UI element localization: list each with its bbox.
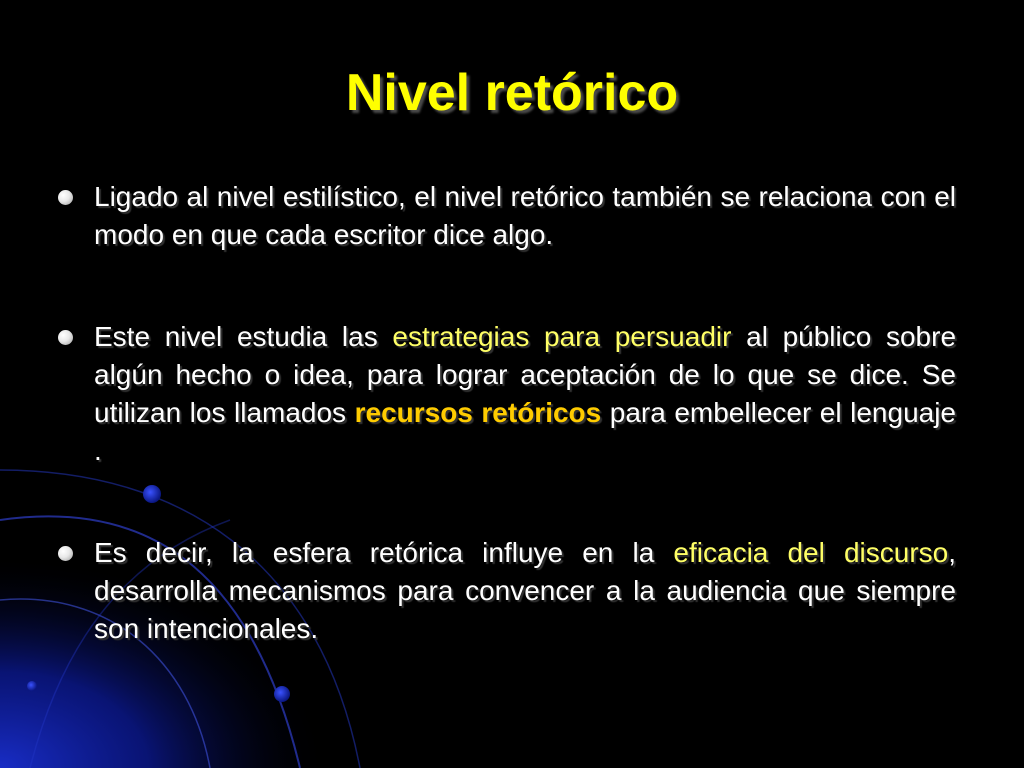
bullet-2-text-part1: Este nivel estudia las: [94, 321, 393, 352]
bullet-item-2: [58, 318, 956, 470]
bullet-1-text: Ligado al nivel estilístico, el nivel retórico también se relaciona con el modo en que cada escritor dice algo.: [94, 181, 956, 250]
bullet-2-highlight-strategies: estrategias para persuadir: [392, 321, 732, 352]
bullet-dot-icon: [58, 190, 73, 205]
bullet-item-3: [58, 534, 956, 648]
bullet-3-text-part1: Es decir, la esfera retórica influye en la: [94, 537, 674, 568]
decor-orb-2: [274, 686, 290, 702]
bullet-2-emphasis-resources: recursos retóricos: [354, 397, 602, 428]
bullet-item-1: [58, 178, 956, 254]
bullet-3-highlight-efficacy: eficacia del discurso: [673, 537, 949, 568]
bullet-dot-icon: [58, 546, 73, 561]
decor-orb-3: [27, 681, 37, 691]
bullet-list: [58, 178, 956, 648]
slide-title: Nivel retórico: [345, 64, 679, 122]
bullet-dot-icon: [58, 330, 73, 345]
bullet-2-text-part3: para embellecer el lenguaje .: [94, 397, 957, 466]
bullet-3-text-part2: , desarrolla mecanismos para convencer a la audiencia que siempre son intencionales.: [94, 537, 957, 644]
bullet-2-text-part2: al público sobre algún hecho o idea, para lograr aceptación de lo que se dice. Se utilizan los llamados: [94, 321, 957, 428]
